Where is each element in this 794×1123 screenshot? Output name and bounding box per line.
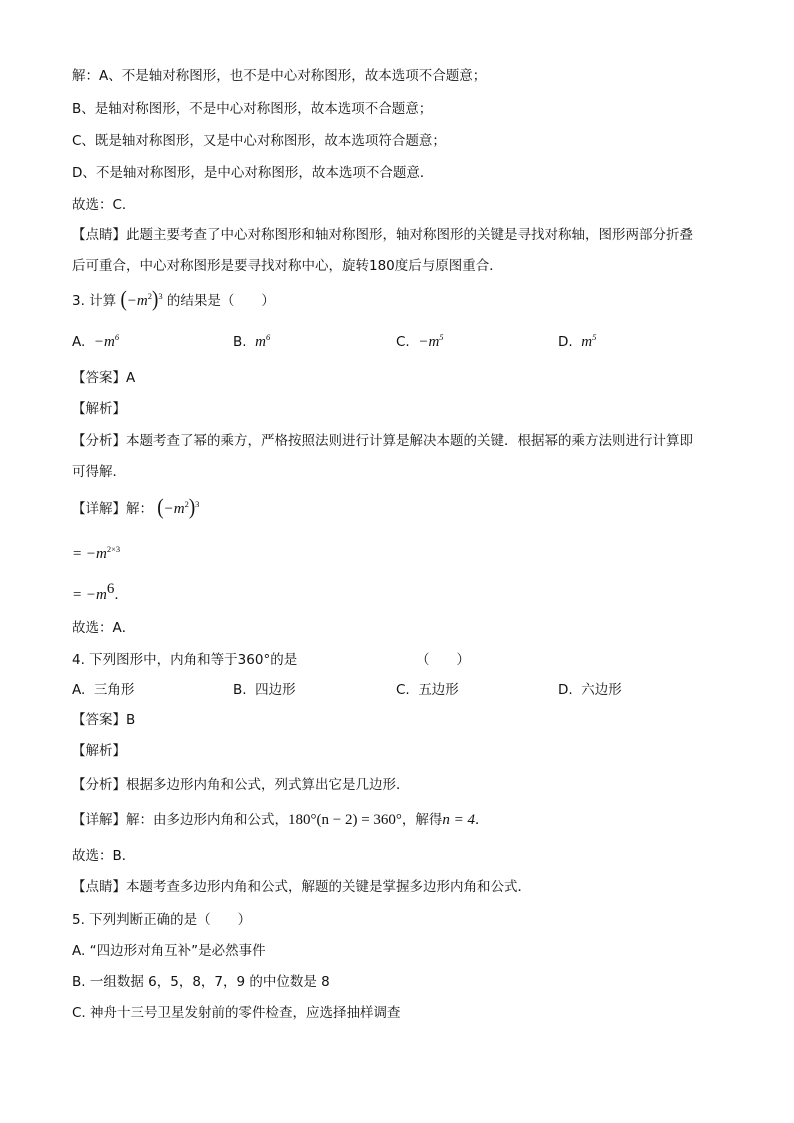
question-3-choose: 故选：A． bbox=[72, 620, 136, 636]
question-3-option-d: D. $m^5$ bbox=[558, 332, 597, 350]
solution-line-a: 解：A、不是轴对称图形，也不是中心对称图形，故本选项不合题意； bbox=[72, 68, 487, 84]
solution-line-c: C、既是轴对称图形，又是中心对称图形，故本选项符合题意； bbox=[72, 133, 446, 149]
question-4-answer: 【答案】B bbox=[72, 712, 136, 728]
question-3-expression: $(-m^2)^3$ bbox=[120, 287, 163, 312]
question-3-suffix: 的结果是（ ） bbox=[166, 293, 275, 309]
question-3-analysis-tag: 【解析】 bbox=[72, 401, 126, 417]
question-4-analysis-tag: 【解析】 bbox=[72, 743, 126, 759]
question-3-analysis-line-1: 【分析】本题考查了幂的乘方，严格按照法则进行计算是解决本题的关键．根据幂的乘方法则进行计算即 bbox=[72, 433, 693, 449]
question-4-analysis: 【分析】根据多边形内角和公式，列式算出它是几边形． bbox=[72, 777, 410, 793]
solution-line-d: D、不是轴对称图形，是中心对称图形，故本选项不合题意． bbox=[72, 165, 434, 181]
question-3-option-b: B. $m^6$ bbox=[233, 332, 271, 350]
question-5-option-b: B. 一组数据 6，5，8，7，9 的中位数是 8 bbox=[72, 974, 330, 990]
question-3-detail-expression: $(-m^2)^3$ bbox=[157, 495, 200, 520]
question-4-option-c: C. 五边形 bbox=[396, 682, 459, 698]
choose-line: 故选：C． bbox=[72, 197, 136, 213]
comment-line-2: 后可重合，中心对称图形是要寻找对称中心，旋转180度后与原图重合． bbox=[72, 258, 503, 274]
solution-line-b: B、是轴对称图形，不是中心对称图形，故本选项不合题意； bbox=[72, 101, 433, 117]
question-5-option-c: C. 神舟十三号卫星发射前的零件检查，应选择抽样调查 bbox=[72, 1005, 401, 1021]
question-5-stem: 5. 下列判断正确的是（ ） bbox=[72, 912, 252, 928]
question-3-analysis-line-2: 可得解． bbox=[72, 464, 126, 480]
comment-line-1: 【点睛】此题主要考查了中心对称图形和轴对称图形，轴对称图形的关键是寻找对称轴，图形两部分折叠 bbox=[72, 227, 693, 243]
question-3-prefix: 3. 计算 bbox=[72, 293, 117, 309]
question-4-choose: 故选：B． bbox=[72, 848, 136, 864]
question-3-stem bbox=[72, 287, 275, 312]
question-4-option-a: A. 三角形 bbox=[72, 682, 135, 698]
question-4-blank: （ ） bbox=[416, 652, 470, 668]
question-4-comment: 【点睛】本题考查多边形内角和公式，解题的关键是掌握多边形内角和公式． bbox=[72, 879, 531, 895]
question-3-option-c: C. $-m^5$ bbox=[396, 332, 444, 350]
question-3-step-1: = $-m^{2\times 3}$ bbox=[72, 544, 121, 562]
question-3-answer: 【答案】A bbox=[72, 370, 136, 386]
question-4-option-b: B. 四边形 bbox=[233, 682, 296, 698]
question-4-equation: 180°(n − 2) = 360° bbox=[288, 812, 402, 828]
question-4-option-d: D. 六边形 bbox=[558, 682, 622, 698]
question-4-detail: 【详解】解：由多边形内角和公式，180°(n − 2) = 360°，解得n = 4． bbox=[72, 812, 489, 828]
question-5-option-a: A. “四边形对角互补”是必然事件 bbox=[72, 943, 266, 959]
question-4-stem: 4. 下列图形中，内角和等于360°的是 bbox=[72, 652, 298, 668]
question-3-step-2: = $-m^6$． bbox=[72, 581, 128, 603]
question-3-detail: 【详解】解： $(-m^2)^3$ bbox=[72, 495, 200, 520]
question-3-option-a: A. $-m^6$ bbox=[72, 332, 120, 350]
question-4-solution: n = 4 bbox=[442, 812, 476, 828]
